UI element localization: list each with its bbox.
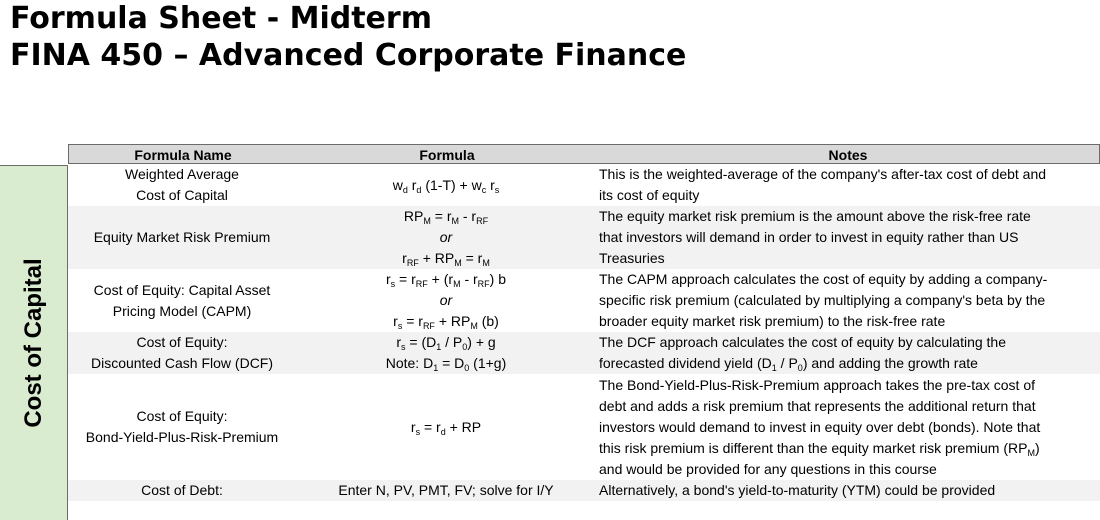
formula-name-cell xyxy=(68,332,296,374)
table-row xyxy=(68,164,1100,206)
formula-table xyxy=(68,144,1100,501)
notes-cell-line: The CAPM approach calculates the cost of equity by adding a company- xyxy=(599,271,1048,287)
notes-cell xyxy=(599,480,1097,501)
notes-cell-line: this risk premium is different than the equity market risk premium $(RP_M)$ xyxy=(599,439,1040,458)
formula-cell-line: $r_{RF} + RP_M = r_M$ xyxy=(402,250,490,268)
formula-name-cell xyxy=(68,269,296,332)
formula-name-cell xyxy=(68,164,296,206)
section-label: Cost of Capital xyxy=(19,258,47,428)
formula-cell xyxy=(296,480,596,501)
formula-cell-line: or xyxy=(439,292,453,308)
notes-cell-line: debt and adds a risk premium that represents the additional return that xyxy=(599,397,1036,414)
formula-cell xyxy=(296,164,596,206)
formula-name-cell-line: Pricing Model (CAPM) xyxy=(112,302,252,319)
table-row xyxy=(68,480,1100,501)
formula-cell xyxy=(296,332,596,374)
notes-cell-line: specific risk premium (calculated by multiplying a company's beta by the xyxy=(599,292,1046,308)
formula-cell-line: or xyxy=(439,229,453,245)
formula-name-cell-line: Discounted Cash Flow (DCF) xyxy=(90,355,274,371)
formula-cell xyxy=(296,206,596,269)
formula-sheet xyxy=(0,143,1100,520)
notes-cell-line: The DCF approach calculates the cost of equity by calculating the xyxy=(599,334,1006,350)
notes-cell-line: This is the weighted-average of the company's after-tax cost of debt and xyxy=(599,166,1047,182)
notes-cell-line: The Bond-Yield-Plus-Risk-Premium approach takes the pre-tax cost of xyxy=(599,376,1035,393)
title-line-1: Formula Sheet - Midterm xyxy=(10,1,432,36)
header-formula-name: Formula Name xyxy=(134,147,232,163)
table-row xyxy=(68,332,1100,374)
formula-cell-line: $r_s = r_d$ + RP xyxy=(410,418,482,437)
table-header xyxy=(68,144,1100,164)
notes-cell-line: The equity market risk premium is the amount above the risk-free rate xyxy=(599,208,1031,224)
notes-cell xyxy=(599,269,1097,332)
document-title xyxy=(10,0,686,74)
notes-cell-line: Treasuries xyxy=(599,250,665,266)
formula-name-cell-line: Cost of Equity: xyxy=(136,334,228,350)
notes-cell-line: and would be provided for any questions in this course xyxy=(599,460,937,477)
notes-cell xyxy=(599,374,1097,480)
formula-name-cell xyxy=(68,374,296,480)
section-sidebar xyxy=(0,165,68,520)
formula-name-cell-line: Cost of Equity: Capital Asset xyxy=(93,281,271,298)
notes-cell-line: Alternatively, a bond's yield-to-maturity (YTM) could be provided xyxy=(599,482,996,498)
formula-cell xyxy=(296,374,596,480)
formula-name-cell xyxy=(68,206,296,269)
formula-cell-line: $r_s = r_{RF} + (r_M - r_{RF})$ b xyxy=(385,271,507,289)
table-row xyxy=(68,374,1100,480)
notes-cell-line: that investors will demand in order to invest in equity rather than US xyxy=(599,229,1019,245)
formula-name-cell-line: Cost of Debt: xyxy=(141,482,223,498)
table-row xyxy=(68,206,1100,269)
table-row xyxy=(68,269,1100,332)
notes-cell-line: forecasted dividend yield $(D_1 / P_0)$ and adding the growth rate xyxy=(599,355,978,373)
formula-name-cell xyxy=(68,480,296,501)
formula-cell-line: $w_d$ $r_d$ $(1-T) + w_c$ $r_s$ xyxy=(392,176,500,195)
formula-cell-line: $r_s = r_{RF} + RP_M$ (b) xyxy=(393,313,499,331)
formula-name-cell-line: Bond-Yield-Plus-Risk-Premium xyxy=(85,429,279,445)
title-line-2: FINA 450 – Advanced Corporate Finance xyxy=(10,38,687,73)
notes-cell-line: investors would demand to invest in equity over debt (bonds). Note that xyxy=(599,418,1041,435)
table-body xyxy=(68,164,1100,501)
notes-cell xyxy=(599,332,1097,374)
formula-cell xyxy=(296,269,596,332)
formula-cell-line: Enter N, PV, PMT, FV; solve for I/Y xyxy=(338,482,554,498)
header-formula: Formula xyxy=(419,147,475,163)
formula-name-cell-line: Equity Market Risk Premium xyxy=(93,229,271,245)
header-notes: Notes xyxy=(828,147,868,163)
formula-cell-line: Note: $D_1 = D_0$ (1+g) xyxy=(385,355,507,373)
formula-name-cell-line: Cost of Capital xyxy=(136,187,228,203)
notes-cell xyxy=(599,206,1097,269)
notes-cell-line: broader equity market risk premium) to the risk-free rate xyxy=(599,313,946,329)
formula-name-cell-line: Weighted Average xyxy=(125,166,239,182)
formula-cell-line: $RP_M = r_M - r_{RF}$ xyxy=(403,208,489,226)
notes-cell xyxy=(599,164,1097,206)
formula-name-cell-line: Cost of Equity: xyxy=(136,408,228,424)
formula-cell-line: $r_s = (D_1 / P_0) + g$ xyxy=(396,334,496,352)
notes-cell-line: its cost of equity xyxy=(599,187,700,203)
